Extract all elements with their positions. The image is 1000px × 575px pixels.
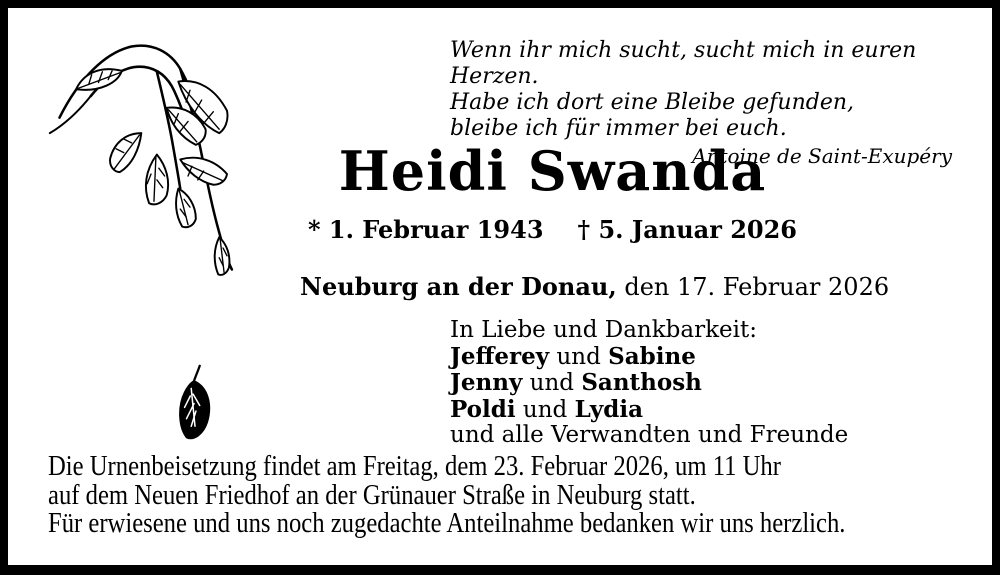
life-dates — [300, 215, 805, 244]
family-name: Lydia — [574, 395, 644, 423]
announcement-block — [48, 452, 986, 538]
family-name: Santhosh — [581, 369, 702, 396]
family-name: Jefferey — [450, 342, 550, 370]
birth-date: * 1. Februar 1943 — [307, 215, 544, 245]
quote-line: Wenn ihr mich sucht, sucht mich in euren Herzen. — [450, 38, 917, 89]
family-connector: und — [522, 370, 582, 396]
quote-line: bleibe ich für immer bei euch. — [450, 116, 787, 141]
family-name: Poldi — [450, 395, 516, 423]
announcement-line: auf dem Neuen Friedhof an der Grünauer Straße in Neuburg statt. — [48, 478, 696, 511]
quote-line: Habe ich dort eine Bleibe gefunden, — [450, 90, 855, 115]
family-couple — [450, 344, 848, 371]
family-outro: und alle Verwandten und Freunde — [450, 422, 849, 448]
dateline-place: Neuburg an der Donau, — [300, 272, 617, 302]
family-intro: In Liebe und Dankbarkeit: — [450, 317, 757, 343]
family-name: Sabine — [608, 342, 696, 370]
deceased-name: Heidi Swanda — [338, 139, 767, 203]
quote-attribution: Antoine de Saint-Exupéry — [692, 144, 952, 168]
family-block — [450, 318, 848, 449]
family-name: Jenny — [450, 369, 523, 396]
announcement-line: Für erwiesene und uns noch zugedachte Anteilnahme bedanken wir uns herzlich. — [48, 507, 846, 539]
dateline-date: den 17. Februar 2026 — [616, 273, 890, 302]
family-connector: und — [549, 343, 609, 370]
falling-leaf-illustration — [170, 362, 220, 447]
death-date: † 5. Januar 2026 — [577, 215, 797, 245]
family-connector: und — [515, 396, 575, 423]
branch-illustration — [32, 28, 237, 286]
family-couple — [450, 370, 848, 397]
announcement-line: Die Urnenbeisetzung findet am Freitag, dem 23. Februar 2026, um 11 Uhr — [48, 450, 781, 482]
dateline — [300, 272, 890, 302]
family-couple — [450, 397, 848, 424]
